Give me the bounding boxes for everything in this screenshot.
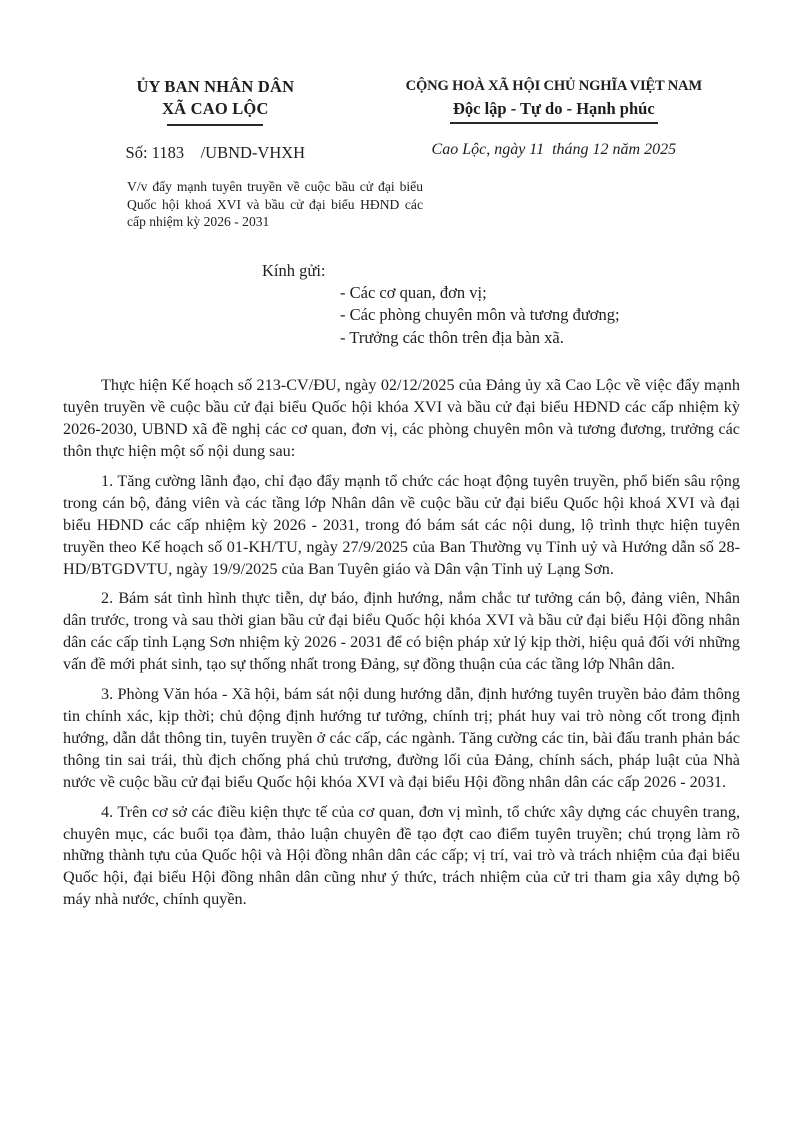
recipient-list [340,282,740,350]
national-header-block [368,76,740,163]
paragraph-item-3: 3. Phòng Văn hóa - Xã hội, bám sát nội dung hướng dẫn, định hướng tuyên truyền bảo đảm thông tin chính xác, kịp thời; chủ động định hướng tư tưởng, chính trị; phát huy vai trò nòng cốt trong định hướng, dẫn dắt thông tin, tuyên truyền ở các cấp, các ngành. Tăng cường các tin, bài đấu tranh phản bác thông tin sai trái, thù địch chống phá chủ trương, đường lối của Đảng, chính sách, pháp luật của Nhà nước về cuộc bầu cử đại biểu Quốc hội khóa XVI và đại biểu Hội đồng nhân dân các cấp 2026 - 2031. [63,685,740,791]
paragraph-item-1: 1. Tăng cường lãnh đạo, chỉ đạo đẩy mạnh tổ chức các hoạt động tuyên truyền, phổ biến sâu rộng trong cán bộ, đảng viên và các tầng lớp Nhân dân về cuộc bầu cử đại biểu Quốc hội khoá XVI và đại biểu HĐND các cấp nhiệm kỳ 2026 - 2031, trong đó bám sát các nội dung, lộ trình thực hiện tuyên truyền theo Kế hoạch số 01-KH/TU, ngày 27/9/2025 của Ban Thường vụ Tỉnh uỷ và Hướng dẫn số 28-HD/BTGDVTU, ngày 19/9/2025 của Ban Tuyên giáo và Dân vận Tỉnh uỷ Lạng Sơn. [63,471,740,578]
salutation-label: Kính gửi: [262,260,326,280]
document-body [63,375,740,911]
subject-line: V/v đẩy mạnh tuyên truyền về cuộc bầu cử đại biểu Quốc hội khoá XVI và bầu cử đại biểu HĐND các cấp nhiệm kỳ 2026 - 2031 [127,179,423,230]
letterhead [63,76,740,163]
national-country-name: CỘNG HOÀ XÃ HỘI CHỦ NGHĨA VIỆT NAM [405,78,702,94]
issuer-org-name: ỦY BAN NHÂN DÂN [136,77,295,96]
national-motto-wrap [368,97,740,124]
paragraph-item-4: 4. Trên cơ sở các điều kiện thực tế của cơ quan, đơn vị mình, tổ chức xây dựng các chuyên trang, chuyên mục, các buổi tọa đàm, thảo luận chuyên đề tạo đợt cao điểm tuyên truyền; chú trọng làm rõ những thành tựu của Quốc hội và Hội đồng nhân dân các cấp; vị trí, vai trò và trách nhiệm của đại biểu Quốc hội, đại biểu Hội đồng nhân dân cũng như ý thức, trách nhiệm của cử tri tham gia xây dựng bộ máy nhà nước, chính quyền. [63,802,740,909]
recipient-item: - Các phòng chuyên môn và tương đương; [340,305,620,325]
paragraph-item-2: 2. Bám sát tình hình thực tiễn, dự báo, định hướng, nắm chắc tư tưởng cán bộ, đảng viên, Nhân dân trước, trong và sau thời gian bầu cử đại biểu Quốc hội khóa XVI và bầu cử đại biểu Hội đồng nhân dân các cấp tỉnh Lạng Sơn nhiệm kỳ 2026 - 2031 để có biện pháp xử lý kịp thời, hiệu quả đối với những vấn đề mới phát sinh, tạo sự thống nhất trong Đảng, sự đồng thuận của các tầng lớp Nhân dân. [63,589,740,674]
recipient-item: - Trưởng các thôn trên địa bàn xã. [340,327,564,347]
recipient-item: - Các cơ quan, đơn vị; [340,282,487,302]
document-number: Số: 1183 /UBND-VHXH [125,143,306,162]
issuer-block [63,76,368,163]
issuer-divider-line [167,124,263,126]
national-motto: Độc lập - Tự do - Hạnh phúc [450,97,658,124]
issuer-commune-name: XÃ CAO LỘC [162,99,269,118]
paragraph-intro: Thực hiện Kế hoạch số 213-CV/ĐU, ngày 02/12/2025 của Đảng ủy xã Cao Lộc về việc đẩy mạnh tuyên truyền về cuộc bầu cử đại biểu Quốc hội khóa XVI và bầu cử đại biểu HĐND các cấp nhiệm kỳ 2026-2030, UBND xã đề nghị các cơ quan, đơn vị, các phòng chuyên môn và tương đương, trưởng các thôn thực hiện một số nội dung sau: [63,376,740,460]
place-and-date: Cao Lộc, ngày 11 tháng 12 năm 2025 [431,141,677,158]
salutation-section [63,259,740,350]
